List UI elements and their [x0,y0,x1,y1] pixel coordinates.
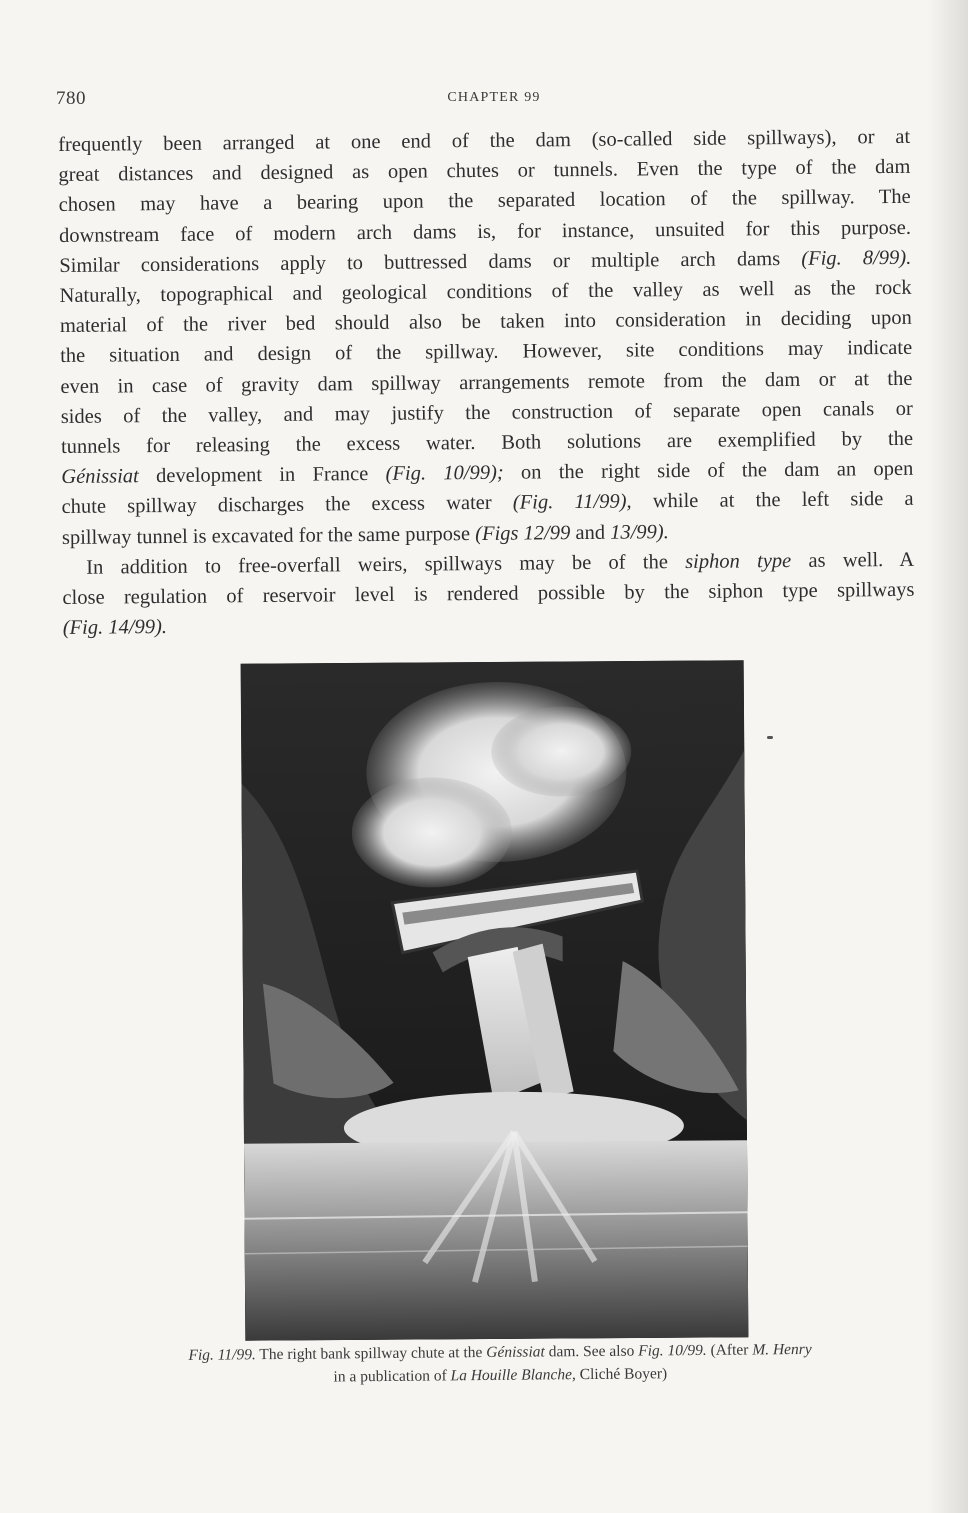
text-run: spillway tunnel is excavated for the same purpose [61,522,476,549]
caption-author: M. Henry [752,1340,812,1359]
page-edge-shadow [928,0,968,1513]
figure-reference: (Fig. 11/99), [512,490,632,515]
text-run: development in France [138,463,386,488]
text-line: material of the river bed should also be taken into consideration in deciding upon [59,307,912,338]
caption-text: in a publication of [333,1367,451,1386]
text-run: as well. A [791,548,915,572]
figure-reference: (Fig. 14/99). [62,616,168,640]
print-speck [767,736,773,739]
body-text [58,122,915,644]
page-number: 780 [56,88,86,109]
caption-reference: Fig. 10/99. [638,1341,707,1360]
figure-reference: (Figs 12/99 [475,521,571,545]
text-line: frequently been arranged at one end of the dam (so-called side spillways), or at [58,125,911,156]
text-line: the situation and design of the spillway. However, site conditions may indicate [60,337,913,368]
caption-text: dam. See also [544,1342,639,1361]
place-name: Génissiat [61,465,139,489]
text-line: close regulation of reservoir level is rendered possible by the siphon type spillways [62,578,915,610]
caption-text: The right bank spillway chute at the [255,1344,487,1364]
text-line: great distances and designed as open chutes or tunnels. Even the type of the dam [58,156,911,187]
figure-reference: (Fig. 8/99). [801,246,912,270]
figure-reference: 13/99). [610,520,669,544]
text-run: chute spillway discharges the excess water [61,492,513,519]
text-run: and [570,521,611,544]
caption-text: (After [706,1341,753,1359]
text-line: downstream face of modern arch dams is, for instance, unsuited for this purpose. [58,216,912,247]
caption-label: Fig. 11/99. [188,1346,256,1364]
text-run: Similar considerations apply to buttressed dams or multiple arch dams [59,247,781,277]
text-line: chosen may have a bearing upon the separated location of the spillway. The [58,186,911,217]
text-run: on the right side of the dam an open [503,458,914,484]
text-run: while at the left side a [631,488,914,513]
caption-publication: La Houille Blanche [450,1366,573,1385]
river-surface [244,1140,748,1341]
figure-caption [70,1337,930,1391]
photo-illustration [241,660,749,1340]
text-line: tunnels for releasing the excess water. Both solutions are exemplified by the [60,427,914,459]
chapter-heading: CHAPTER 99 [447,90,541,105]
text-line: sides of the valley, and may justify the construction of separate open canals or [60,397,913,428]
caption-place: Génissiat [486,1343,545,1362]
term: siphon type [685,549,792,573]
text-line: Naturally, topographical and geological conditions of the valley as well as the rock [59,276,912,308]
text-run: In addition to free-overfall weirs, spillways may be of the [86,550,686,579]
text-line: even in case of gravity dam spillway arrangements remote from the dam or at the [60,367,913,398]
spillway-photograph [241,660,749,1340]
caption-text: , Cliché Boyer) [571,1365,668,1384]
figure-reference: (Fig. 10/99); [385,461,504,486]
